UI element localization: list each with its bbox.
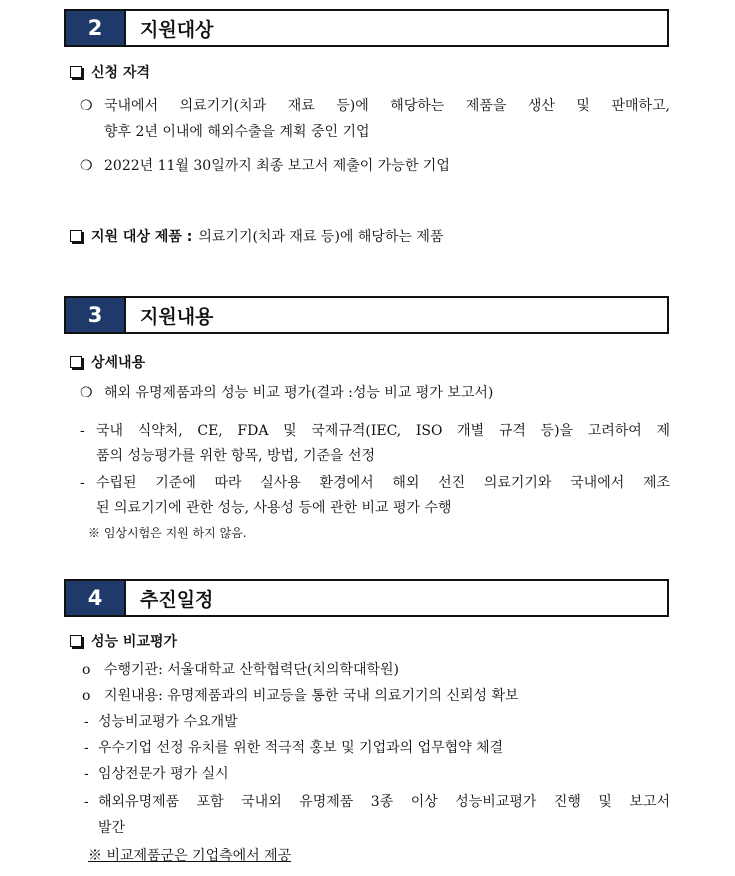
subhead-label: 성능 비교평가 — [91, 634, 178, 650]
item-text: 된 의료기기에 관한 성능, 사용성 등에 관한 비교 평가 수행 — [96, 500, 452, 516]
note-text: ※ 임상시험은 지원 하지 않음. — [88, 526, 247, 540]
item-text: 2022년 11월 30일까지 최종 보고서 제출이 가능한 기업 — [104, 158, 450, 174]
subhead-performance-comparison — [70, 631, 177, 651]
item-text: 국내에서 의료기기(치과 재료 등)에 해당하는 제품을 생산 및 판매하고, — [104, 98, 670, 114]
dash-bullet: - — [84, 740, 89, 756]
section-header-4 — [64, 579, 669, 617]
note-text: ※ 비교제품군은 기업측에서 제공 — [88, 848, 292, 864]
dash-bullet: - — [84, 766, 89, 782]
section-title: 지원대상 — [124, 11, 667, 45]
subhead-value: 의료기기(치과 재료 등)에 해당하는 제품 — [198, 229, 444, 245]
item-text: 국내 식약처, CE, FDA 및 국제규격(IEC, ISO 개별 규격 등)을 고려하여 제 — [96, 423, 670, 439]
section-header-2 — [64, 9, 669, 47]
dash-bullet: - — [84, 714, 89, 730]
section-title: 추진일정 — [124, 581, 667, 615]
checkbox-square-icon — [70, 356, 82, 368]
section-header-3 — [64, 296, 669, 334]
list-item — [80, 96, 102, 116]
subhead-eligibility — [70, 62, 150, 82]
section-number: 3 — [66, 298, 124, 332]
circle-bullet-icon: ❍ — [80, 158, 93, 174]
circle-bullet-icon: o — [82, 662, 91, 678]
section-title: 지원내용 — [124, 298, 667, 332]
item-text: 임상전문가 평가 실시 — [98, 766, 229, 782]
subhead-label: 신청 자격 — [91, 65, 150, 81]
item-text: 성능비교평가 수요개발 — [98, 714, 238, 730]
list-item — [80, 156, 102, 176]
section-number: 2 — [66, 11, 124, 45]
checkbox-square-icon — [70, 230, 82, 242]
dash-bullet: - — [80, 423, 85, 439]
item-text: 수행기관: 서울대학교 산학협력단(치의학대학원) — [104, 662, 400, 678]
circle-bullet-icon: ❍ — [80, 385, 93, 401]
item-text: 해외유명제품 포함 국내외 유명제품 3종 이상 성능비교평가 진행 및 보고서 — [98, 794, 670, 810]
section-number: 4 — [66, 581, 124, 615]
item-text: 지원내용: 유명제품과의 비교등을 통한 국내 의료기기의 신뢰성 확보 — [104, 688, 519, 704]
item-text: 발간 — [98, 820, 126, 836]
item-text: 수립된 기준에 따라 실사용 환경에서 해외 선진 의료기기와 국내에서 제조 — [96, 475, 670, 491]
checkbox-square-icon — [70, 635, 82, 647]
list-item — [80, 383, 102, 403]
dash-bullet: - — [84, 794, 89, 810]
circle-bullet-icon: o — [82, 688, 91, 704]
item-text: 품의 성능평가를 위한 항목, 방법, 기준을 선정 — [96, 448, 376, 464]
item-text: 향후 2년 이내에 해외수출을 계획 중인 기업 — [104, 124, 370, 140]
item-text: 우수기업 선정 유치를 위한 적극적 홍보 및 기업과의 업무협약 체결 — [98, 740, 504, 756]
checkbox-square-icon — [70, 66, 82, 78]
item-text: 해외 유명제품과의 성능 비교 평가(결과 :성능 비교 평가 보고서) — [104, 385, 494, 401]
circle-bullet-icon: ❍ — [80, 98, 93, 114]
subhead-label: 상세내용 — [91, 355, 146, 371]
subhead-details — [70, 352, 145, 372]
subhead-target-product — [70, 226, 443, 246]
subhead-label: 지원 대상 제품 : — [91, 229, 193, 245]
dash-bullet: - — [80, 475, 85, 491]
